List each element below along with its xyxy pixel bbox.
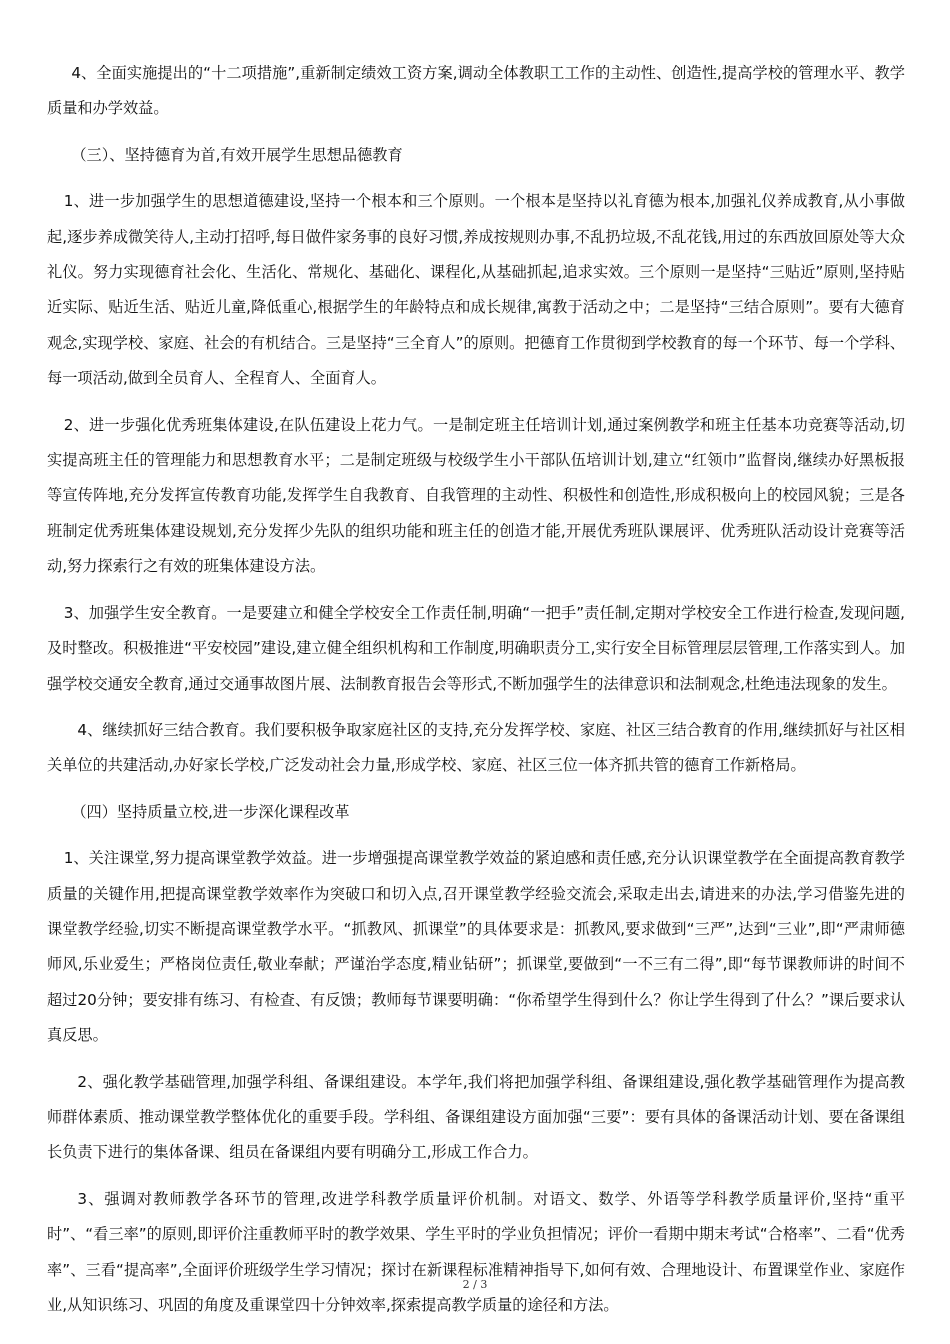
paragraph-moral-1: 1、进一步加强学生的思想道德建设,坚持一个根本和三个原则。一个根本是坚持以礼育德为根本,加强礼仪养成教育,从小事做起,逐步养成微笑待人,主动打招呼,每日做件家务事的良好习惯,养成按规则办事,不乱扔垃圾,不乱花钱,用过的东西放回原处等大众礼仪。努力实现德育社会化、生活化、常规化、基础化、课程化,从基础抓起,追求实效。三个原则一是坚持“三贴近”原则,坚持贴近实际、贴近生活、贴近儿童,降低重心,根据学生的年龄特点和成长规律,寓教于活动之中；二是坚持“三结合原则”。要有大德育观念,实现学校、家庭、社会的有机结合。三是坚持“三全育人”的原则。把德育工作贯彻到学校教育的每一个环节、每一个学科、每一项活动,做到全员育人、全程育人、全面育人。 [47,192,905,388]
paragraph-measure-4: 4、全面实施提出的“十二项措施”,重新制定绩效工资方案,调动全体教职工工作的主动性、创造性,提高学校的管理水平、教学质量和办学效益。 [47,64,905,118]
page-number: 2 / 3 [462,1278,488,1291]
paragraph-moral-2: 2、进一步强化优秀班集体建设,在队伍建设上花力气。一是制定班主任培训计划,通过案例教学和班主任基本功竞赛等活动,切实提高班主任的管理能力和思想教育水平；二是制定班级与校级学生小干部队伍培训计划,建立“红领巾”监督岗,继续办好黑板报等宣传阵地,充分发挥宣传教育功能,发挥学生自我教育、自我管理的主动性、积极性和创造性,形成积极向上的校园风貌；三是各班制定优秀班集体建设规划,充分发挥少先队的组织功能和班主任的创造才能,开展优秀班队课展评、优秀班队活动设计竞赛等活动,努力探索行之有效的班集体建设方法。 [47,415,905,576]
section-heading-quality: （四）坚持质量立校,进一步深化课程改革 [71,802,350,821]
paragraph-quality-1: 1、关注课堂,努力提高课堂教学效益。进一步增强提高课堂教学效益的紧迫感和责任感,充分认识课堂教学在全面提高教育教学质量的关键作用,把提高课堂教学效率作为突破口和切入点,召开课堂教学经验交流会,采取走出去,请进来的办法,学习借鉴先进的课堂教学经验,切实不断提高课堂教学水平。“抓教风、抓课堂”的具体要求是：抓教风,要求做到“三严”,达到“三业”,即“严肃师德师风,乐业爱生；严格岗位责任,敬业奉献；严谨治学态度,精业钻研”；抓课堂,要做到“一不三有二得”,即“每节课教师讲的时间不超过20分钟；要安排有练习、有检查、有反馈；教师每节课要明确：“你希望学生得到什么？你让学生得到了什么？”课后要求认真反思。 [47,849,905,1045]
paragraph-quality-2: 2、强化教学基础管理,加强学科组、备课组建设。本学年,我们将把加强学科组、备课组建设,强化教学基础管理作为提高教师群体素质、推动课堂教学整体优化的重要手段。学科组、备课组建设方面加强“三要”：要有具体的备课活动计划、要在备课组长负责下进行的集体备课、组员在备课组内要有明确分工,形成工作合力。 [47,1072,905,1162]
paragraph-moral-4: 4、继续抓好三结合教育。我们要积极争取家庭社区的支持,充分发挥学校、家庭、社区三结合教育的作用,继续抓好与社区相关单位的共建活动,办好家长学校,广泛发动社会力量,形成学校、家庭、社区三位一体齐抓共管的德育工作新格局。 [47,720,905,775]
section-heading-moral-education: （三）、坚持德育为首,有效开展学生思想品德教育 [71,145,403,164]
document-body [47,56,905,1334]
paragraph-moral-3: 3、加强学生安全教育。一是要建立和健全学校安全工作责任制,明确“一把手”责任制,定期对学校安全工作进行检查,发现问题,及时整改。积极推进“平安校园”建设,建立健全组织机构和工作制度,明确职责分工,实行安全目标管理层层管理,工作落实到人。加强学校交通安全教育,通过交通事故图片展、法制教育报告会等形式,不断加强学生的法律意识和法制观念,杜绝违法现象的发生。 [47,603,905,693]
paragraph-quality-3: 3、强调对教师教学各环节的管理,改进学科教学质量评价机制。对语文、数学、外语等学科教学质量评价,坚持“重平时”、“看三率”的原则,即评价注重教师平时的教学效果、学生平时的学业负担情况；评价一看期中期末考试“合格率”、二看“优秀率”、三看“提高率”,全面评价班级学生学习情况；探讨在新课程标准精神指导下,如何有效、合理地设计、布置课堂作业、家庭作业,从知识练习、巩固的角度及重课堂四十分钟效率,探索提高教学质量的途径和方法。 [47,1189,905,1314]
